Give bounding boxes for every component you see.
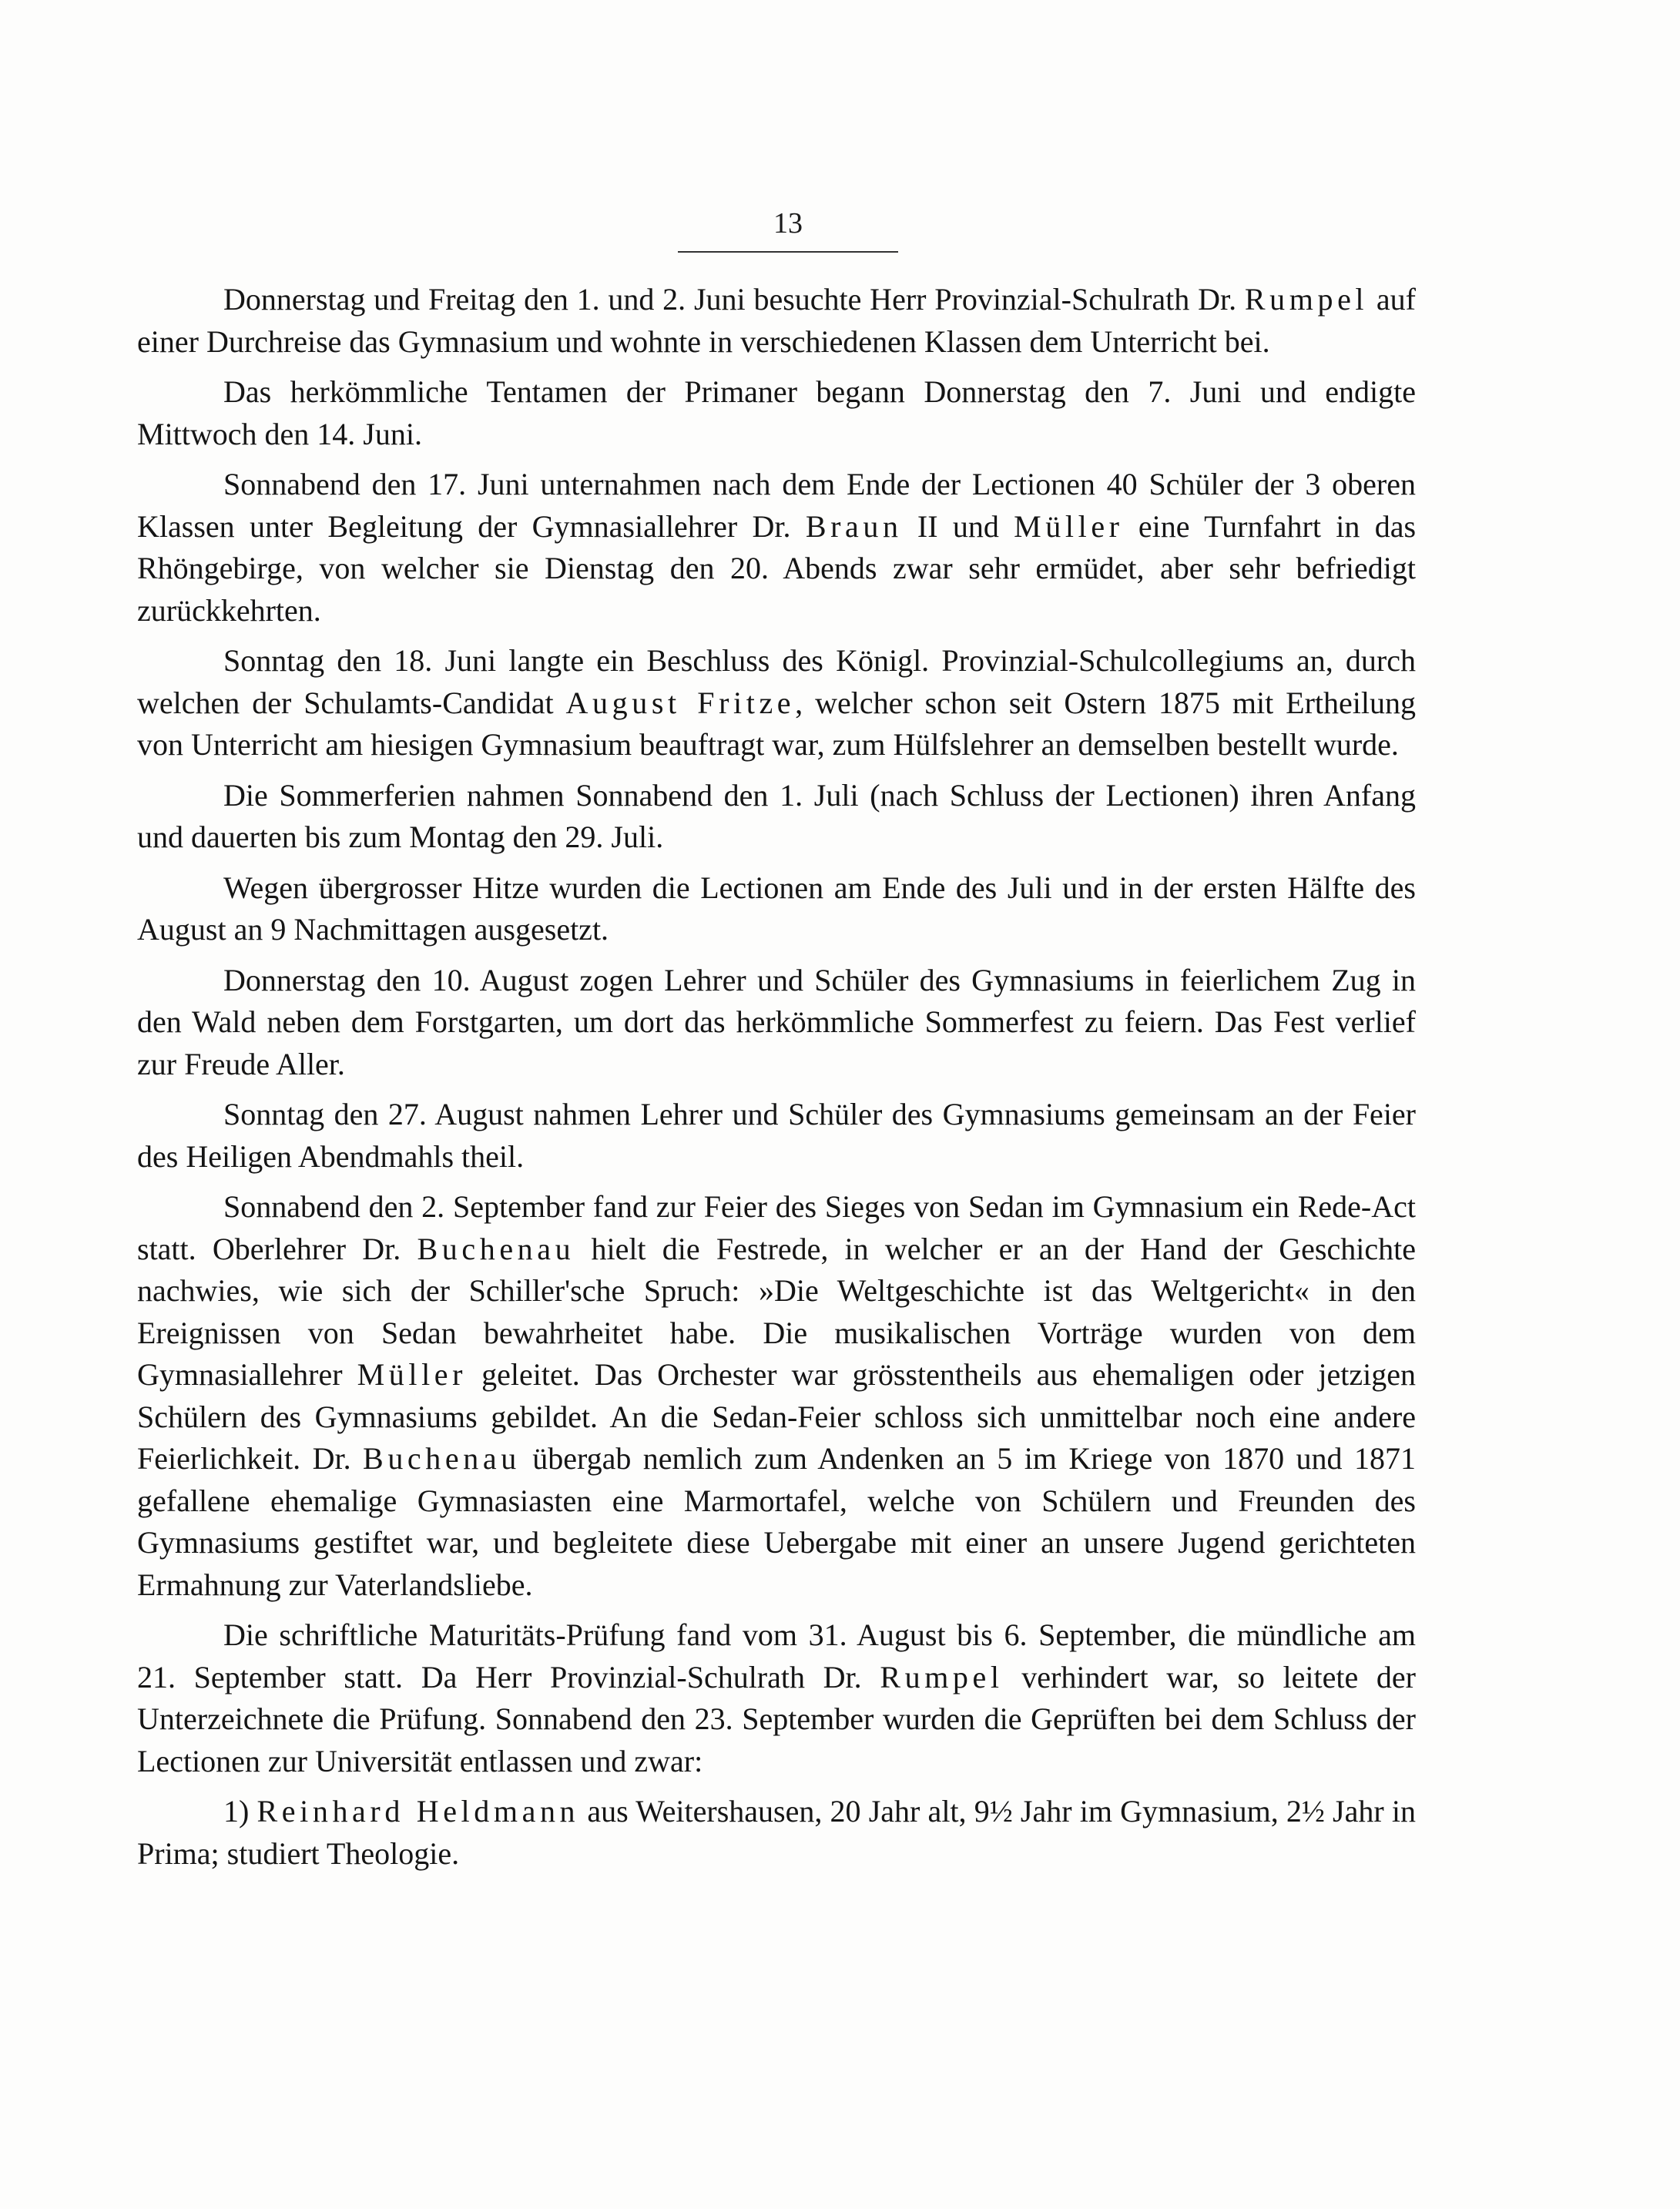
text-run: Wegen übergrosser Hitze wurden die Lectionen am Ende des Juli und in der ersten Hälfte des August an 9 Nachmittagen ausgesetzt. — [137, 870, 1416, 947]
text-run: Sonntag den 27. August nahmen Lehrer und Schüler des Gymnasiums gemeinsam an der Feier des Heiligen Abendmahls theil. — [137, 1097, 1416, 1174]
text-run: Die Sommerferien nahmen Sonnabend den 1. Juli (nach Schluss der Lectionen) ihren Anfang und dauerten bis zum Montag den 29. Juli. — [137, 777, 1416, 854]
text-run: 1) — [223, 1794, 257, 1829]
paragraph — [137, 371, 1416, 455]
paragraph — [137, 1614, 1416, 1782]
text-run: verhindert war, so leitete der Unterzeichnete die Prüfung. Sonnabend den 23. September wurden die Geprüften bei dem Schluss der Lectionen zur Universität entlassen und zwar: — [137, 1659, 1417, 1778]
text-run: Sonnabend den 2. September fand zur Feier des Sieges von Sedan im Gymnasium ein Rede-Act statt. Oberlehrer Dr. — [137, 1189, 1416, 1266]
text-run: II und — [902, 508, 1014, 544]
paragraph — [137, 1791, 1416, 1875]
spaced-name: Müller — [1014, 508, 1124, 544]
text-run: Die schriftliche Maturitäts-Prüfung fand vom 31. August bis 6. September, die mündliche am 21. September statt. Da Herr Provinzial-Schulrath Dr. — [137, 1617, 1416, 1694]
paragraph — [137, 279, 1416, 363]
paragraph — [137, 1094, 1416, 1178]
spaced-name: Müller — [357, 1357, 468, 1392]
text-run: Donnerstag und Freitag den 1. und 2. Juni besuchte Herr Provinzial-Schulrath Dr. — [223, 282, 1245, 317]
paragraph — [137, 640, 1416, 766]
spaced-name: Braun — [805, 508, 903, 544]
paragraph — [137, 867, 1416, 951]
paragraph — [137, 775, 1416, 859]
text-run: aus Weitershausen, 20 Jahr alt, 9½ Jahr im Gymnasium, 2½ Jahr in Prima; studiert Theologie. — [137, 1794, 1416, 1871]
spaced-name: Buchenau — [417, 1231, 575, 1266]
text-run: , welcher schon seit Ostern 1875 mit Ertheilung von Unterricht am hiesigen Gymnasium beauftragt war, zum Hülfslehrer an demselben bestellt wurde. — [137, 685, 1416, 762]
text-run: auf einer Durchreise das Gymnasium und wohnte in verschiedenen Klassen dem Unterricht bei. — [137, 282, 1417, 359]
text-run: übergab nemlich zum Andenken an 5 im Kriege von 1870 und 1871 gefallene ehemalige Gymnasiasten eine Marmortafel, welche von Schülern und Freunden des Gymnasiums gestiftet war, und begleitete diese Uebergabe mit einer an unsere Jugend gerichteten Ermahnung zur Vaterlandsliebe. — [137, 1441, 1416, 1602]
text-run: Das herkömmliche Tentamen der Primaner begann Donnerstag den 7. Juni und endigte Mittwoch den 14. Juni. — [137, 374, 1416, 451]
paragraph — [137, 464, 1416, 632]
header-rule — [678, 251, 898, 253]
spaced-name: Buchenau — [363, 1441, 521, 1476]
text-run: Donnerstag den 10. August zogen Lehrer und Schüler des Gymnasiums in feierlichem Zug in den Wald neben dem Forstgarten, um dort das herkömmliche Sommerfest zu feiern. Das Fest verlief zur Freude Aller. — [137, 962, 1416, 1081]
spaced-name: August Fritze — [565, 685, 796, 720]
text-run: Sonnabend den 17. Juni unternahmen nach dem Ende der Lectionen 40 Schüler der 3 oberen Klassen unter Begleitung der Gymnasiallehrer Dr. — [137, 467, 1416, 544]
text-run: Sonntag den 18. Juni langte ein Beschluss des Königl. Provinzial-Schulcollegiums an, durch welchen der Schulamts-Candidat — [137, 643, 1416, 720]
paragraph — [137, 1186, 1416, 1606]
paragraph — [137, 960, 1416, 1086]
text-run: hielt die Festrede, in welcher er an der Hand der Geschichte nachwies, wie sich der Schiller'sche Spruch: »Die Weltgeschichte ist das Weltgericht« in den Ereignissen von Sedan bewahrheitet habe. Die musikalischen Vorträge wurden von dem Gymnasiallehrer — [137, 1231, 1416, 1392]
page-number: 13 — [773, 207, 803, 240]
document-body — [137, 279, 1416, 1875]
spaced-name: Rumpel — [1244, 282, 1369, 317]
spaced-name: Reinhard Heldmann — [257, 1794, 580, 1829]
text-run: eine Turnfahrt in das Rhöngebirge, von welcher sie Dienstag den 20. Abends zwar sehr ermüdet, aber sehr befriedigt zurückkehrten. — [137, 508, 1417, 628]
text-run: geleitet. Das Orchester war grösstentheils aus ehemaligen oder jetzigen Schülern des Gymnasiums gebildet. An die Sedan-Feier schloss sich unmittelbar noch eine andere Feierlichkeit. Dr. — [137, 1357, 1416, 1476]
spaced-name: Rumpel — [880, 1659, 1004, 1694]
